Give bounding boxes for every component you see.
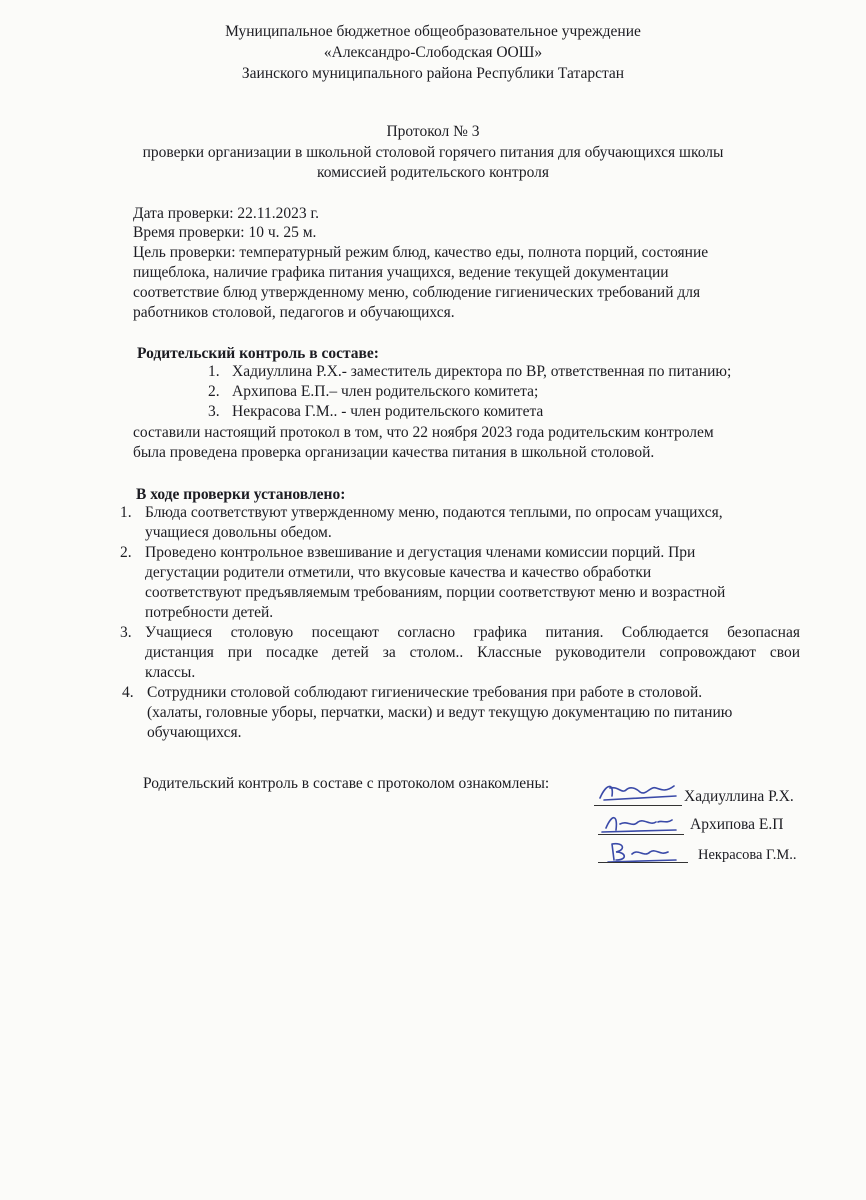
- member-number: 2.: [208, 383, 220, 400]
- finding-number: 2.: [120, 544, 132, 561]
- institution-line-2: «Александро-Слободская ООШ»: [323, 44, 543, 61]
- inspection-date: Дата проверки: 22.11.2023 г.: [133, 205, 319, 222]
- inspection-goal-line-4: работников столовой, педагогов и обучающихся.: [133, 304, 455, 321]
- inspection-time: Время проверки: 10 ч. 25 м.: [133, 224, 317, 241]
- finding-1-line-1: Блюда соответствуют утвержденному меню, подаются теплыми, по опросам учащихся,: [145, 504, 723, 521]
- member-2: Архипова Е.П.– член родительского комитета;: [232, 383, 539, 400]
- institution-line-1: Муниципальное бюджетное общеобразовательное учреждение: [225, 23, 641, 40]
- conclusion-line-2: была проведена проверка организации качества питания в школьной столовой.: [133, 444, 655, 461]
- finding-number: 3.: [120, 624, 132, 641]
- signer-name-3: Некрасова Г.М..: [698, 847, 797, 863]
- protocol-subtitle-1: проверки организации в школьной столовой горячего питания для обучающихся школы: [142, 144, 724, 161]
- signature-1-scribble: [596, 776, 688, 806]
- finding-3-line-3: классы.: [145, 664, 196, 681]
- finding-2-line-1: Проведено контрольное взвешивание и дегустация членами комиссии порций. При: [145, 544, 696, 561]
- member-number: 3.: [208, 403, 220, 420]
- protocol-number: Протокол № 3: [386, 123, 480, 140]
- finding-4-line-1: Сотрудники столовой соблюдают гигиенические требования при работе в столовой.: [147, 684, 703, 701]
- member-3: Некрасова Г.М.. - член родительского комитета: [232, 403, 544, 420]
- findings-heading: В ходе проверки установлено:: [136, 486, 346, 503]
- member-number: 1.: [208, 363, 220, 380]
- finding-4-line-2: (халаты, головные уборы, перчатки, маски) и ведут текущую документацию по питанию: [147, 704, 733, 721]
- finding-4-line-3: обучающихся.: [147, 724, 242, 741]
- conclusion-line-1: составили настоящий протокол в том, что 22 ноября 2023 года родительским контролем: [133, 424, 714, 441]
- inspection-goal-line-3: соответствие блюд утвержденному меню, соблюдение гигиенических требований для: [133, 284, 701, 301]
- signature-2-line: [598, 834, 684, 835]
- signer-name-2: Архипова Е.П: [690, 816, 784, 833]
- finding-1-line-2: учащиеся довольны обедом.: [145, 524, 332, 541]
- signatures-intro: Родительский контроль в составе с протоколом ознакомлены:: [143, 775, 550, 792]
- finding-number: 4.: [122, 684, 134, 701]
- finding-2-line-3: соответствуют предъявляемым требованиям, порции соответствуют меню и возрастной: [145, 584, 726, 601]
- finding-3-line-1: Учащиеся столовую посещают согласно графика питания. Соблюдается безопасная: [145, 624, 800, 641]
- institution-line-3: Заинского муниципального района Республики Татарстан: [241, 65, 625, 82]
- commission-heading: Родительский контроль в составе:: [137, 345, 379, 362]
- inspection-goal-line-2: пищеблока, наличие графика питания учащихся, ведение текущей документации: [133, 264, 669, 281]
- inspection-goal-line-1: Цель проверки: температурный режим блюд, качество еды, полнота порций, состояние: [133, 244, 709, 261]
- finding-3-line-2: дистанция при посадке детей за столом.. Классные руководители сопровождают свои: [145, 644, 800, 661]
- signer-name-1: Хадиуллина Р.Х.: [684, 788, 794, 805]
- finding-2-line-4: потребности детей.: [145, 604, 274, 621]
- signature-1-line: [594, 805, 682, 806]
- protocol-subtitle-2: комиссией родительского контроля: [317, 164, 549, 181]
- member-1: Хадиуллина Р.Х.- заместитель директора по ВР, ответственная по питанию;: [232, 363, 732, 380]
- signature-3-line: [598, 862, 688, 863]
- finding-2-line-2: дегустации родители отметили, что вкусовые качества и качество обработки: [145, 564, 652, 581]
- finding-number: 1.: [120, 504, 132, 521]
